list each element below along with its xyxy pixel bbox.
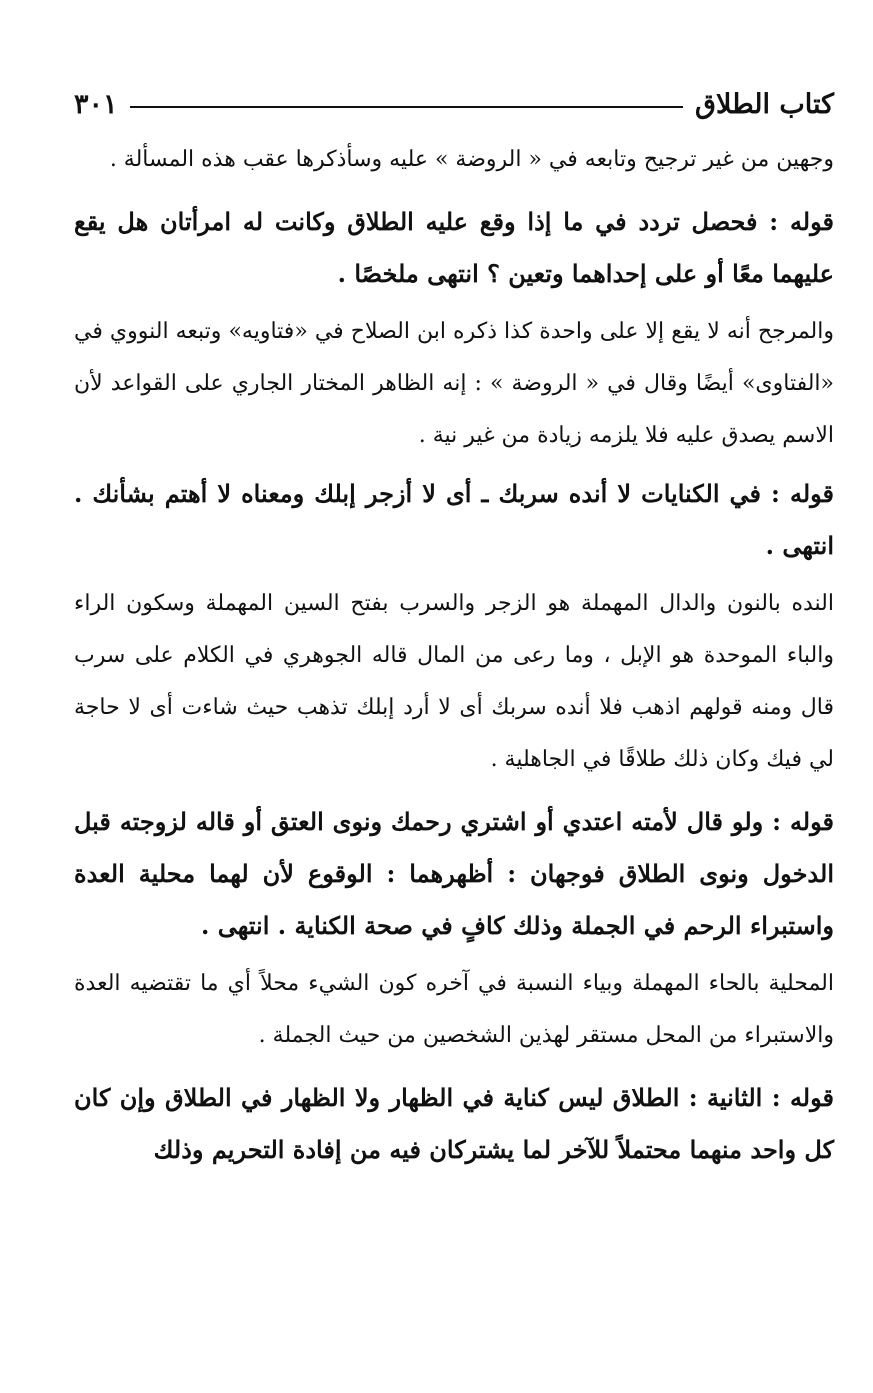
commentary-paragraph: المحلية بالحاء المهملة وبياء النسبة في آخره كون الشيء محلاً أي ما تقتضيه العدة والاستبراء من المحل مستقر لهذين الشخصين من حيث الجملة .: [74, 971, 834, 1048]
commentary-paragraph: النده بالنون والدال المهملة هو الزجر والسرب بفتح السين المهملة وسكون الراء والباء الموحدة هو الإبل ، وما رعى من المال قاله الجوهري في الكلام على سرب قال ومنه قولهم اذهب فلا أنده سربك أى لا أرد إبلك تذهب حيث شاءت أى لا حاجة لي فيك وكان ذلك طلاقًا في الجاهلية .: [74, 591, 834, 772]
chapter-title: كتاب الطلاق: [695, 88, 834, 120]
commentary-paragraph: وجهين من غير ترجيح وتابعه في « الروضة » عليه وسأذكرها عقب هذه المسألة .: [109, 147, 834, 172]
quoted-passage: قوله : ولو قال لأمته اعتدي أو اشتري رحمك ونوى العتق أو قاله لزوجته قبل الدخول ونوى الطلاق فوجهان : أظهرهما : الوقوع لأن لهما محلية العدة واستبراء الرحم في الجملة وذلك كافٍ في صحة الكناية . انتهى .: [74, 807, 834, 940]
commentary-paragraph: والمرجح أنه لا يقع إلا على واحدة كذا ذكره ابن الصلاح في «فتاويه» وتبعه النووي في «الفتاوى» أيضًا وقال في « الروضة » : إنه الظاهر المختار الجاري على القواعد لأن الاسم يصدق عليه فلا يلزمه زيادة من غير نية .: [74, 319, 834, 448]
quoted-passage: قوله : في الكنايات لا أنده سربك ـ أى لا أزجر إبلك ومعناه لا أهتم بشأنك . انتهى .: [74, 479, 834, 560]
book-page: [74, 78, 834, 1176]
page-number: ٣٠١: [74, 88, 118, 120]
quoted-passage: قوله : فحصل تردد في ما إذا وقع عليه الطلاق وكانت له امرأتان هل يقع عليهما معًا أو على إحداهما وتعين ؟ انتهى ملخصًا .: [74, 207, 834, 288]
quoted-passage: قوله : الثانية : الطلاق ليس كناية في الظهار ولا الظهار في الطلاق وإن كان كل واحد منهما محتملاً للآخر لما يشتركان فيه من إفادة التحريم وذلك: [74, 1083, 834, 1164]
header-rule: [130, 106, 684, 108]
running-header: [74, 78, 834, 130]
